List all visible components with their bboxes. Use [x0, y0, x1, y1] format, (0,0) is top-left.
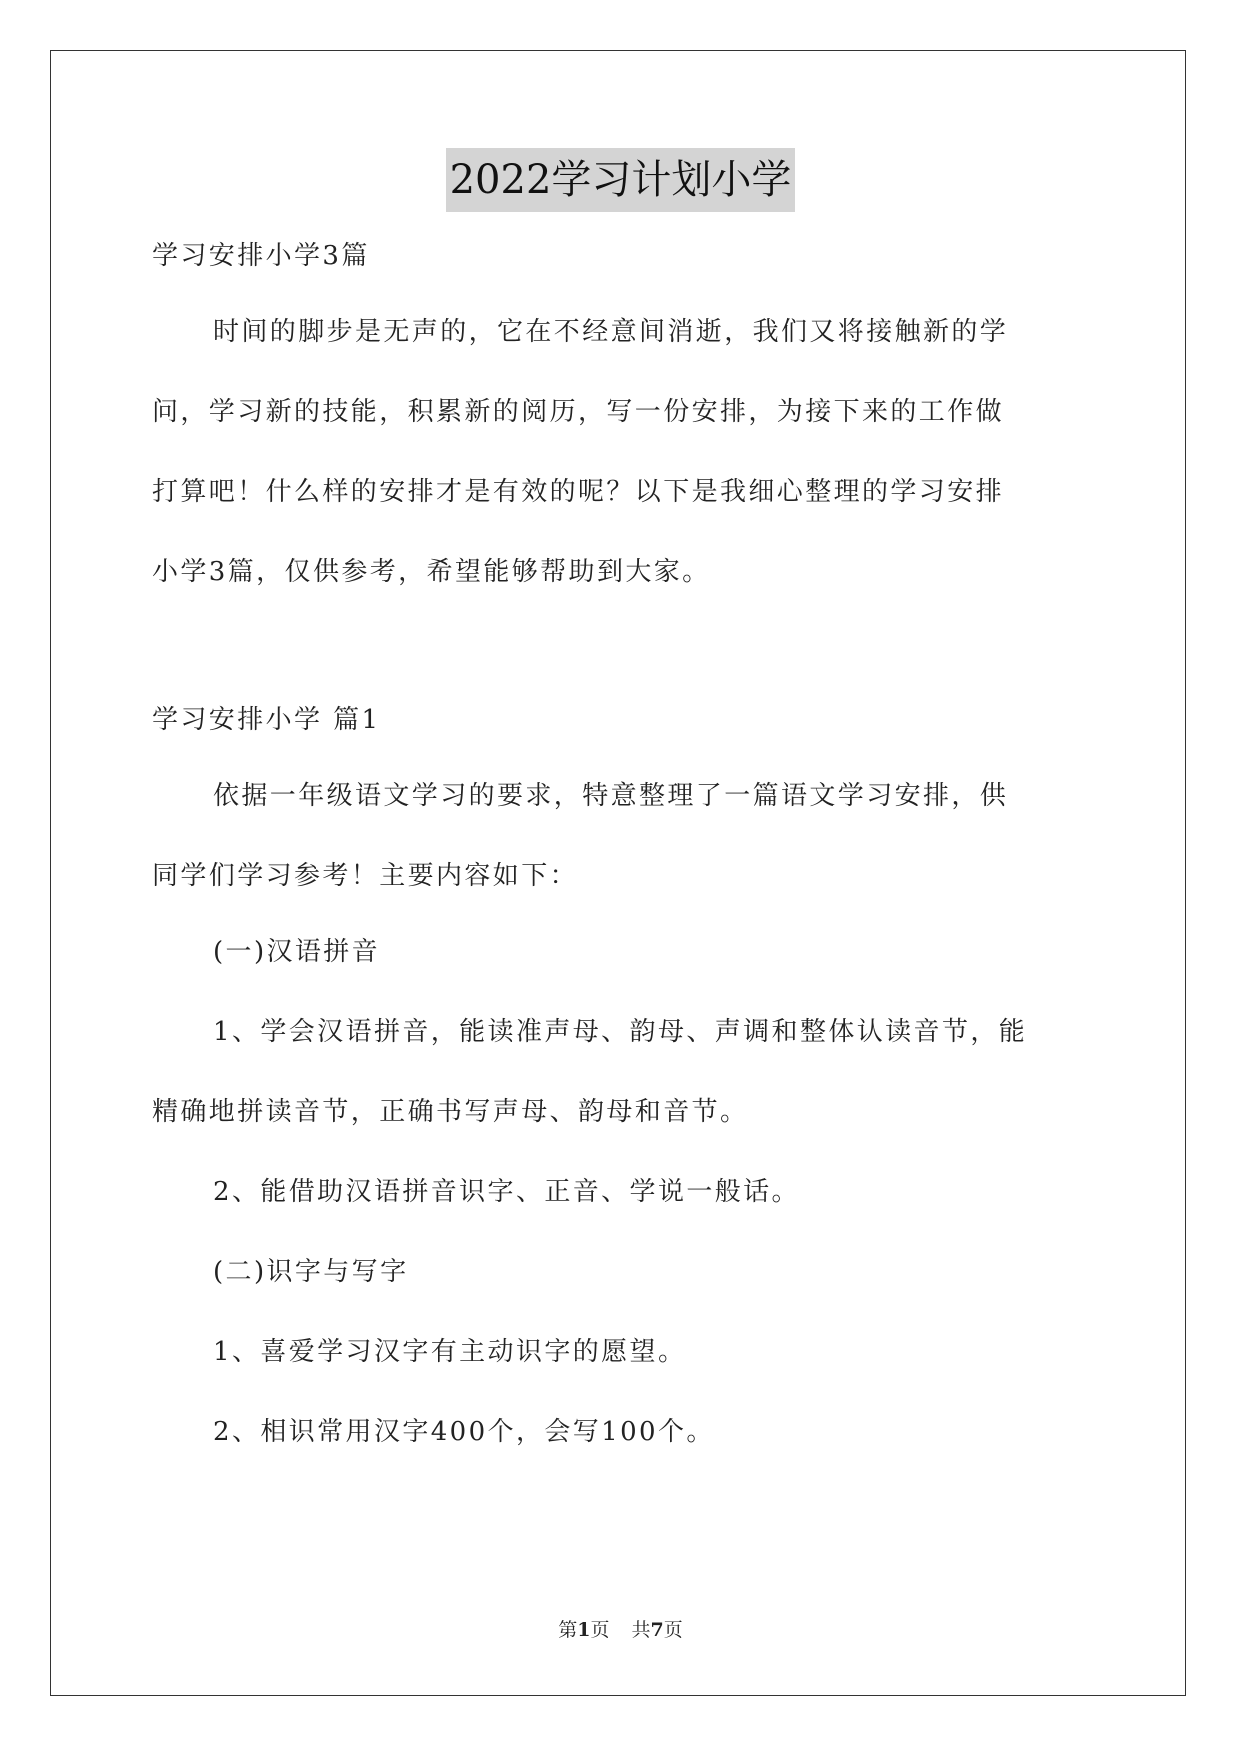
list-item: 1、喜爱学习汉字有主动识字的愿望。	[213, 1337, 687, 1367]
title-container	[0, 148, 1241, 212]
page-current-number: 1	[577, 1619, 591, 1641]
total-suffix: 页	[663, 1619, 683, 1641]
page-total-number: 7	[650, 1619, 664, 1641]
page-footer	[0, 1616, 1241, 1644]
list-item-line: 1、学会汉语拼音，能读准声母、韵母、声调和整体认读音节，能	[213, 1017, 1028, 1047]
part-heading: (一)汉语拼音	[213, 937, 381, 967]
part-heading: (二)识字与写字	[213, 1257, 409, 1287]
intro-paragraph-line: 时间的脚步是无声的，它在不经意间消逝，我们又将接触新的学	[213, 317, 1009, 347]
document-title: 2022学习计划小学	[446, 148, 796, 212]
section-heading: 学习安排小学 篇1	[152, 705, 381, 735]
page-prefix: 第	[558, 1619, 578, 1641]
page-suffix: 页	[590, 1619, 610, 1641]
list-item-line: 精确地拼读音节，正确书写声母、韵母和音节。	[152, 1097, 749, 1127]
document-subtitle: 学习安排小学3篇	[152, 241, 370, 271]
total-prefix: 共	[631, 1619, 651, 1641]
list-item: 2、相识常用汉字400个，会写100个。	[213, 1417, 715, 1447]
intro-paragraph-line: 小学3篇，仅供参考，希望能够帮助到大家。	[152, 557, 711, 587]
list-item: 2、能借助汉语拼音识字、正音、学说一般话。	[213, 1177, 800, 1207]
intro-paragraph-line: 打算吧！什么样的安排才是有效的呢？以下是我细心整理的学习安排	[152, 477, 1005, 507]
section-intro-line: 依据一年级语文学习的要求，特意整理了一篇语文学习安排，供	[213, 781, 1009, 811]
section-intro-line: 同学们学习参考！主要内容如下：	[152, 861, 579, 891]
intro-paragraph-line: 问，学习新的技能，积累新的阅历，写一份安排，为接下来的工作做	[152, 397, 1005, 427]
